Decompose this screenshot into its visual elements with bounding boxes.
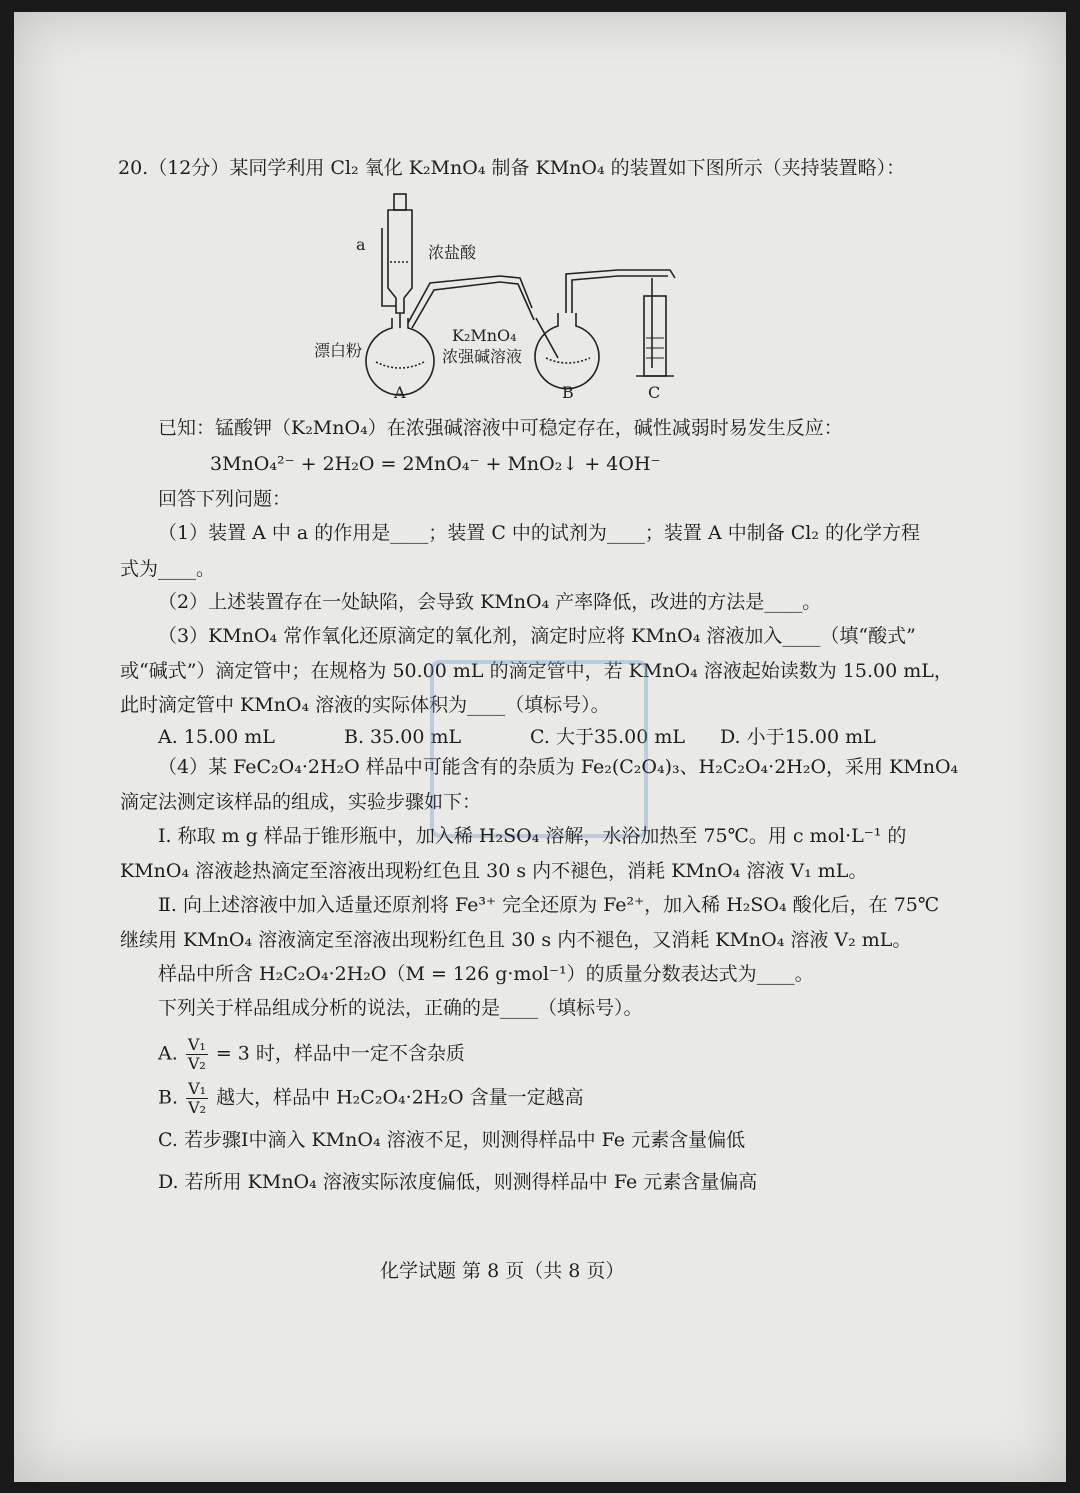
apparatus-diagram (300, 178, 720, 408)
q1-line2: 式为____。 (120, 558, 216, 580)
q4-option-b (158, 1080, 584, 1117)
q4-correct-prompt: 下列关于样品组成分析的说法，正确的是____（填标号）。 (158, 997, 643, 1019)
q3-line1: （3）KMnO₄ 常作氧化还原滴定的氧化剂，滴定时应将 KMnO₄ 溶液加入____（填“酸式” (158, 625, 916, 647)
label-B: B (562, 383, 574, 402)
q3-option-b: B. 35.00 mL (344, 726, 462, 748)
q4-step2-line2: 继续用 KMnO₄ 溶液滴定至溶液出现粉红色且 30 s 内不褪色，又消耗 KMnO₄ 溶液 V₂ mL。 (120, 929, 912, 951)
label-conc-hcl: 浓盐酸 (428, 243, 477, 262)
q4-step1-line2: KMnO₄ 溶液趁热滴定至溶液出现粉红色且 30 s 内不褪色，消耗 KMnO₄ 溶液 V₁ mL。 (120, 860, 868, 882)
known-text: 已知：锰酸钾（K₂MnO₄）在浓强碱溶液中可稳定存在，碱性减弱时易发生反应： (158, 417, 843, 439)
label-bleach: 漂白粉 (314, 341, 363, 360)
ratio-fraction: $\frac{\text{V₁}}{\text{V₂}}$ (188, 1079, 207, 1117)
option-b-prefix: B. (158, 1086, 179, 1109)
q4-line1: （4）某 FeC₂O₄·2H₂O 样品中可能含有的杂质为 Fe₂(C₂O₄)₃、H₂C₂O₄·2H₂O，采用 KMnO₄ (158, 756, 959, 778)
label-strong-base: 浓强碱溶液 (442, 347, 523, 366)
q4-step1-line1: Ⅰ. 称取 m g 样品于锥形瓶中，加入稀 H₂SO₄ 溶解，水浴加热至 75℃。用 c mol·L⁻¹ 的 (158, 825, 907, 847)
q4-step2-line1: Ⅱ. 向上述溶液中加入适量还原剂将 Fe³⁺ 完全还原为 Fe²⁺，加入稀 H₂SO₄ 酸化后，在 75℃ (158, 894, 940, 916)
option-a-prefix: A. (158, 1042, 178, 1065)
q2-line1: （2）上述装置存在一处缺陷，会导致 KMnO₄ 产率降低，改进的方法是____。 (158, 591, 822, 613)
q3-line3: 此时滴定管中 KMnO₄ 溶液的实际体积为____（填标号）。 (120, 694, 610, 716)
label-k2mno4: K₂MnO₄ (452, 326, 517, 345)
ratio-fraction: $\frac{\text{V₁}}{\text{V₂}}$ (187, 1035, 206, 1073)
q4-option-a (158, 1036, 465, 1073)
reaction-equation: 3MnO₄²⁻ + 2H₂O = 2MnO₄⁻ + MnO₂↓ + 4OH⁻ (210, 453, 661, 475)
q4-mass-fraction: 样品中所含 H₂C₂O₄·2H₂O（M = 126 g·mol⁻¹）的质量分数表达式为____。 (158, 963, 814, 985)
q4-option-d: D. 若所用 KMnO₄ 溶液实际浓度偏低，则测得样品中 Fe 元素含量偏高 (158, 1171, 758, 1193)
option-b-text: 越大，样品中 H₂C₂O₄·2H₂O 含量一定越高 (216, 1086, 584, 1109)
cylinder-c (636, 278, 674, 376)
label-A: A (394, 383, 406, 402)
answer-prompt: 回答下列问题： (158, 488, 292, 510)
q3-line2: 或“碱式”）滴定管中；在规格为 50.00 mL 的滴定管中，若 KMnO₄ 溶液起始读数为 15.00 mL， (120, 660, 953, 682)
q3-option-c: C. 大于35.00 mL (530, 726, 686, 748)
page-footer: 化学试题 第 8 页（共 8 页） (380, 1260, 625, 1282)
q3-option-a: A. 15.00 mL (158, 726, 275, 748)
label-C: C (648, 383, 661, 402)
q4-option-c: C. 若步骤Ⅰ中滴入 KMnO₄ 溶液不足，则测得样品中 Fe 元素含量偏低 (158, 1129, 746, 1151)
option-a-text: = 3 时，样品中一定不含杂质 (215, 1042, 465, 1065)
dropping-funnel (382, 194, 412, 328)
question-intro: 20.（12分）某同学利用 Cl₂ 氧化 K₂MnO₄ 制备 KMnO₄ 的装置如下图所示（夹持装置略）： (118, 157, 906, 179)
q1-line1: （1）装置 A 中 a 的作用是____；装置 C 中的试剂为____；装置 A 中制备 Cl₂ 的化学方程 (158, 522, 921, 544)
q3-option-d: D. 小于15.00 mL (720, 726, 876, 748)
flask-b (535, 270, 675, 389)
label-a: a (356, 235, 366, 254)
q4-line2: 滴定法测定该样品的组成，实验步骤如下： (120, 791, 482, 813)
